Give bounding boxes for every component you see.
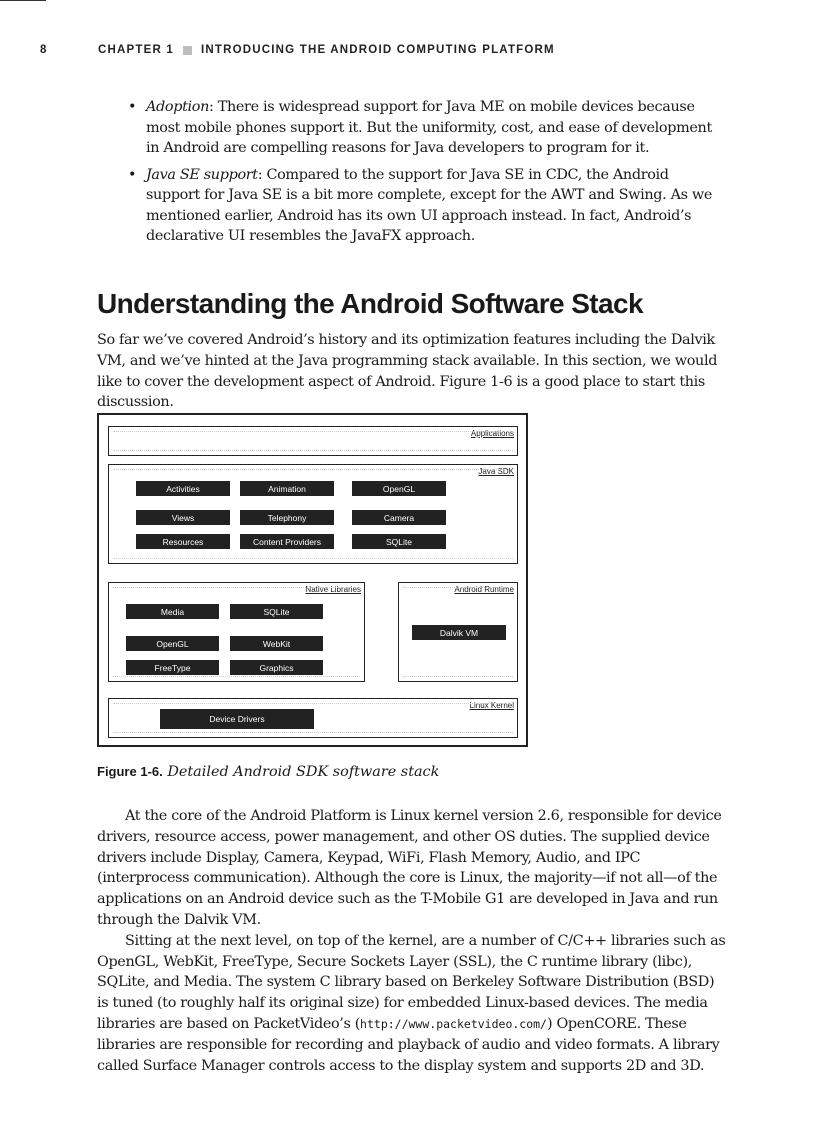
top-rule [0,0,46,1]
native-sqlite-block: SQLite [230,604,323,619]
bullet-text: : There is widespread support for Java ME on mobile devices because most mobile phones support it. But the uniformity, cost, and ease of development in Android are compelling reasons for Java developers to program for it. [146,99,712,156]
page-number: 8 [40,44,48,56]
native-libraries-title: Native Libraries [305,585,361,594]
running-header [40,44,780,56]
section-heading: Understanding the Android Software Stack [97,288,643,319]
native-libraries-layer [108,582,365,682]
java-sdk-title: Java SDK [478,467,514,476]
activities-block: Activities [136,481,230,496]
camera-block: Camera [352,510,446,525]
software-stack-diagram [97,413,528,747]
body-paragraph: At the core of the Android Platform is Linux kernel version 2.6, responsible for device drivers, resource access, power management, and other OS duties. The supplied device drivers include Display, Camera, Keypad, WiFi, Flash Memory, Audio, and IPC (interprocess communication). Although the core is Linux, the majority—if not all—of the applications on an Android device such as the T-Mobile G1 are developed in Java and run through the Dalvik VM. [97,808,722,928]
sqlite-block: SQLite [352,534,446,549]
header-separator-square [183,46,192,55]
telephony-block: Telephony [240,510,334,525]
body-text-segment: ) OpenCORE. These libraries are responsible for recording and playback of audio and video formats. A library called Surface Manager controls access to the display system and supports 2D and 3D. [97,1015,720,1074]
bullet-item [124,97,724,159]
freetype-block: FreeType [126,660,219,675]
body-text-segment: Sitting at the next level, on top of the kernel, are a number of C/C++ libraries such as OpenGL, WebKit, FreeType, Secure Sockets Layer (SSL), the C runtime library (libc), SQLite, and Media. The system C library based on Berkeley Software Distribution (BSD) is tuned (to roughly half its original size) for embedded Linux-based devices. The media libraries are based on PacketVideo’s ( [97,932,726,1032]
opengl-block: OpenGL [352,481,446,496]
figure-caption-text: Detailed Android SDK software stack [167,764,440,780]
linux-kernel-layer [108,698,518,738]
figure-caption [97,764,439,780]
body-text [97,806,727,1076]
figure-label: Figure 1-6. [97,764,163,779]
body-paragraph [97,931,727,1077]
bullet-term: Adoption [146,99,209,115]
android-runtime-title: Android Runtime [454,585,514,594]
bullet-term: Java SE support [146,166,258,183]
java-sdk-layer [108,464,518,564]
chapter-title: INTRODUCING THE ANDROID COMPUTING PLATFORM [200,44,555,56]
chapter-label: CHAPTER 1 [98,44,174,56]
intro-paragraph: So far we’ve covered Android’s history and its optimization features including the Dalvik VM, and we’ve hinted at the Java programming stack available. In this section, we would like to cover the development aspect of Android. Figure 1-6 is a good place to start this discussion. [97,332,718,411]
views-block: Views [136,510,230,525]
media-block: Media [126,604,219,619]
linux-kernel-title: Linux Kernel [469,701,514,710]
device-drivers-block: Device Drivers [160,709,314,729]
android-runtime-layer [398,582,518,682]
animation-block: Animation [240,481,334,496]
packetvideo-url: http://www.packetvideo.com/ [360,1016,547,1031]
bullet-text: : Compared to the support for Java SE in CDC, the Android support for Java SE is a bit more complete, except for the AWT and Swing. As we mentioned earlier, Android has its own UI approach instead. In fact, Android’s declarative UI resembles the JavaFX approach. [146,166,713,244]
dalvik-vm-block: Dalvik VM [412,625,506,640]
applications-layer [108,426,518,456]
content-providers-block: Content Providers [240,534,334,549]
native-opengl-block: OpenGL [126,636,219,651]
bullet-list [124,97,724,253]
bullet-item [124,165,724,247]
graphics-block: Graphics [230,660,323,675]
resources-block: Resources [136,534,230,549]
applications-title: Applications [470,429,514,438]
webkit-block: WebKit [230,636,323,651]
